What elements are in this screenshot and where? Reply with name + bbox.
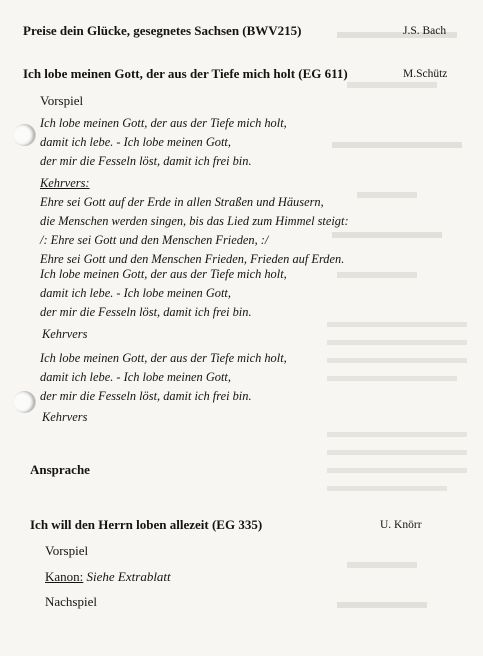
stanza-2-line: Ich lobe meinen Gott, der aus der Tiefe mich holt, — [40, 267, 287, 281]
kehrvers-line: /: Ehre sei Gott und den Menschen Frieden, :/ — [40, 233, 269, 247]
kanon-line — [45, 569, 171, 585]
stanza-3 — [40, 349, 287, 406]
section-title-eg335: Ich will den Herrn loben allezeit (EG 335) — [30, 517, 263, 532]
kehrvers-block — [40, 174, 349, 269]
section-title-ansprache: Ansprache — [30, 462, 90, 477]
stanza-3-line: der mir die Fesseln löst, damit ich frei bin. — [40, 389, 252, 403]
composer-bach: J.S. Bach — [403, 25, 447, 37]
kanon-text: Siehe Extrablatt — [86, 569, 171, 584]
bleed-through-texture — [327, 22, 477, 642]
kehrvers-reference-2: Kehrvers — [42, 410, 88, 424]
kehrvers-reference-1: Kehrvers — [42, 327, 88, 341]
composer-knoerr: U. Knörr — [380, 519, 422, 531]
stanza-3-line: Ich lobe meinen Gott, der aus der Tiefe mich holt, — [40, 351, 287, 365]
stanza-1-line: damit ich lebe. - Ich lobe meinen Gott, — [40, 135, 231, 149]
reverse-side-show-through — [327, 22, 477, 648]
punch-hole-top — [13, 124, 35, 146]
stanza-2-line: damit ich lebe. - Ich lobe meinen Gott, — [40, 286, 231, 300]
nachspiel-label: Nachspiel — [45, 594, 97, 609]
vorspiel-label: Vorspiel — [40, 93, 84, 108]
stanza-1 — [40, 114, 287, 171]
vorspiel-label-2: Vorspiel — [45, 543, 89, 558]
kanon-label: Kanon: — [45, 569, 84, 584]
kehrvers-heading: Kehrvers: — [40, 176, 90, 190]
kehrvers-line: Ehre sei Gott auf der Erde in allen Straßen und Häusern, — [40, 195, 324, 209]
stanza-1-line: Ich lobe meinen Gott, der aus der Tiefe mich holt, — [40, 116, 287, 130]
stanza-2 — [40, 265, 287, 322]
stanza-2-line: der mir die Fesseln löst, damit ich frei bin. — [40, 305, 252, 319]
composer-schuetz: M.Schütz — [403, 68, 448, 80]
kehrvers-line: die Menschen werden singen, bis das Lied zum Himmel steigt: — [40, 214, 349, 228]
punch-hole-bottom — [13, 391, 35, 413]
section-title-eg611: Ich lobe meinen Gott, der aus der Tiefe mich holt (EG 611) — [23, 66, 348, 81]
stanza-3-line: damit ich lebe. - Ich lobe meinen Gott, — [40, 370, 231, 384]
kehrvers-line: Ehre sei Gott und den Menschen Frieden, Frieden auf Erden. — [40, 252, 345, 266]
stanza-1-line: der mir die Fesseln löst, damit ich frei bin. — [40, 154, 252, 168]
section-title-bach: Preise dein Glücke, gesegnetes Sachsen (BWV215) — [23, 23, 302, 38]
